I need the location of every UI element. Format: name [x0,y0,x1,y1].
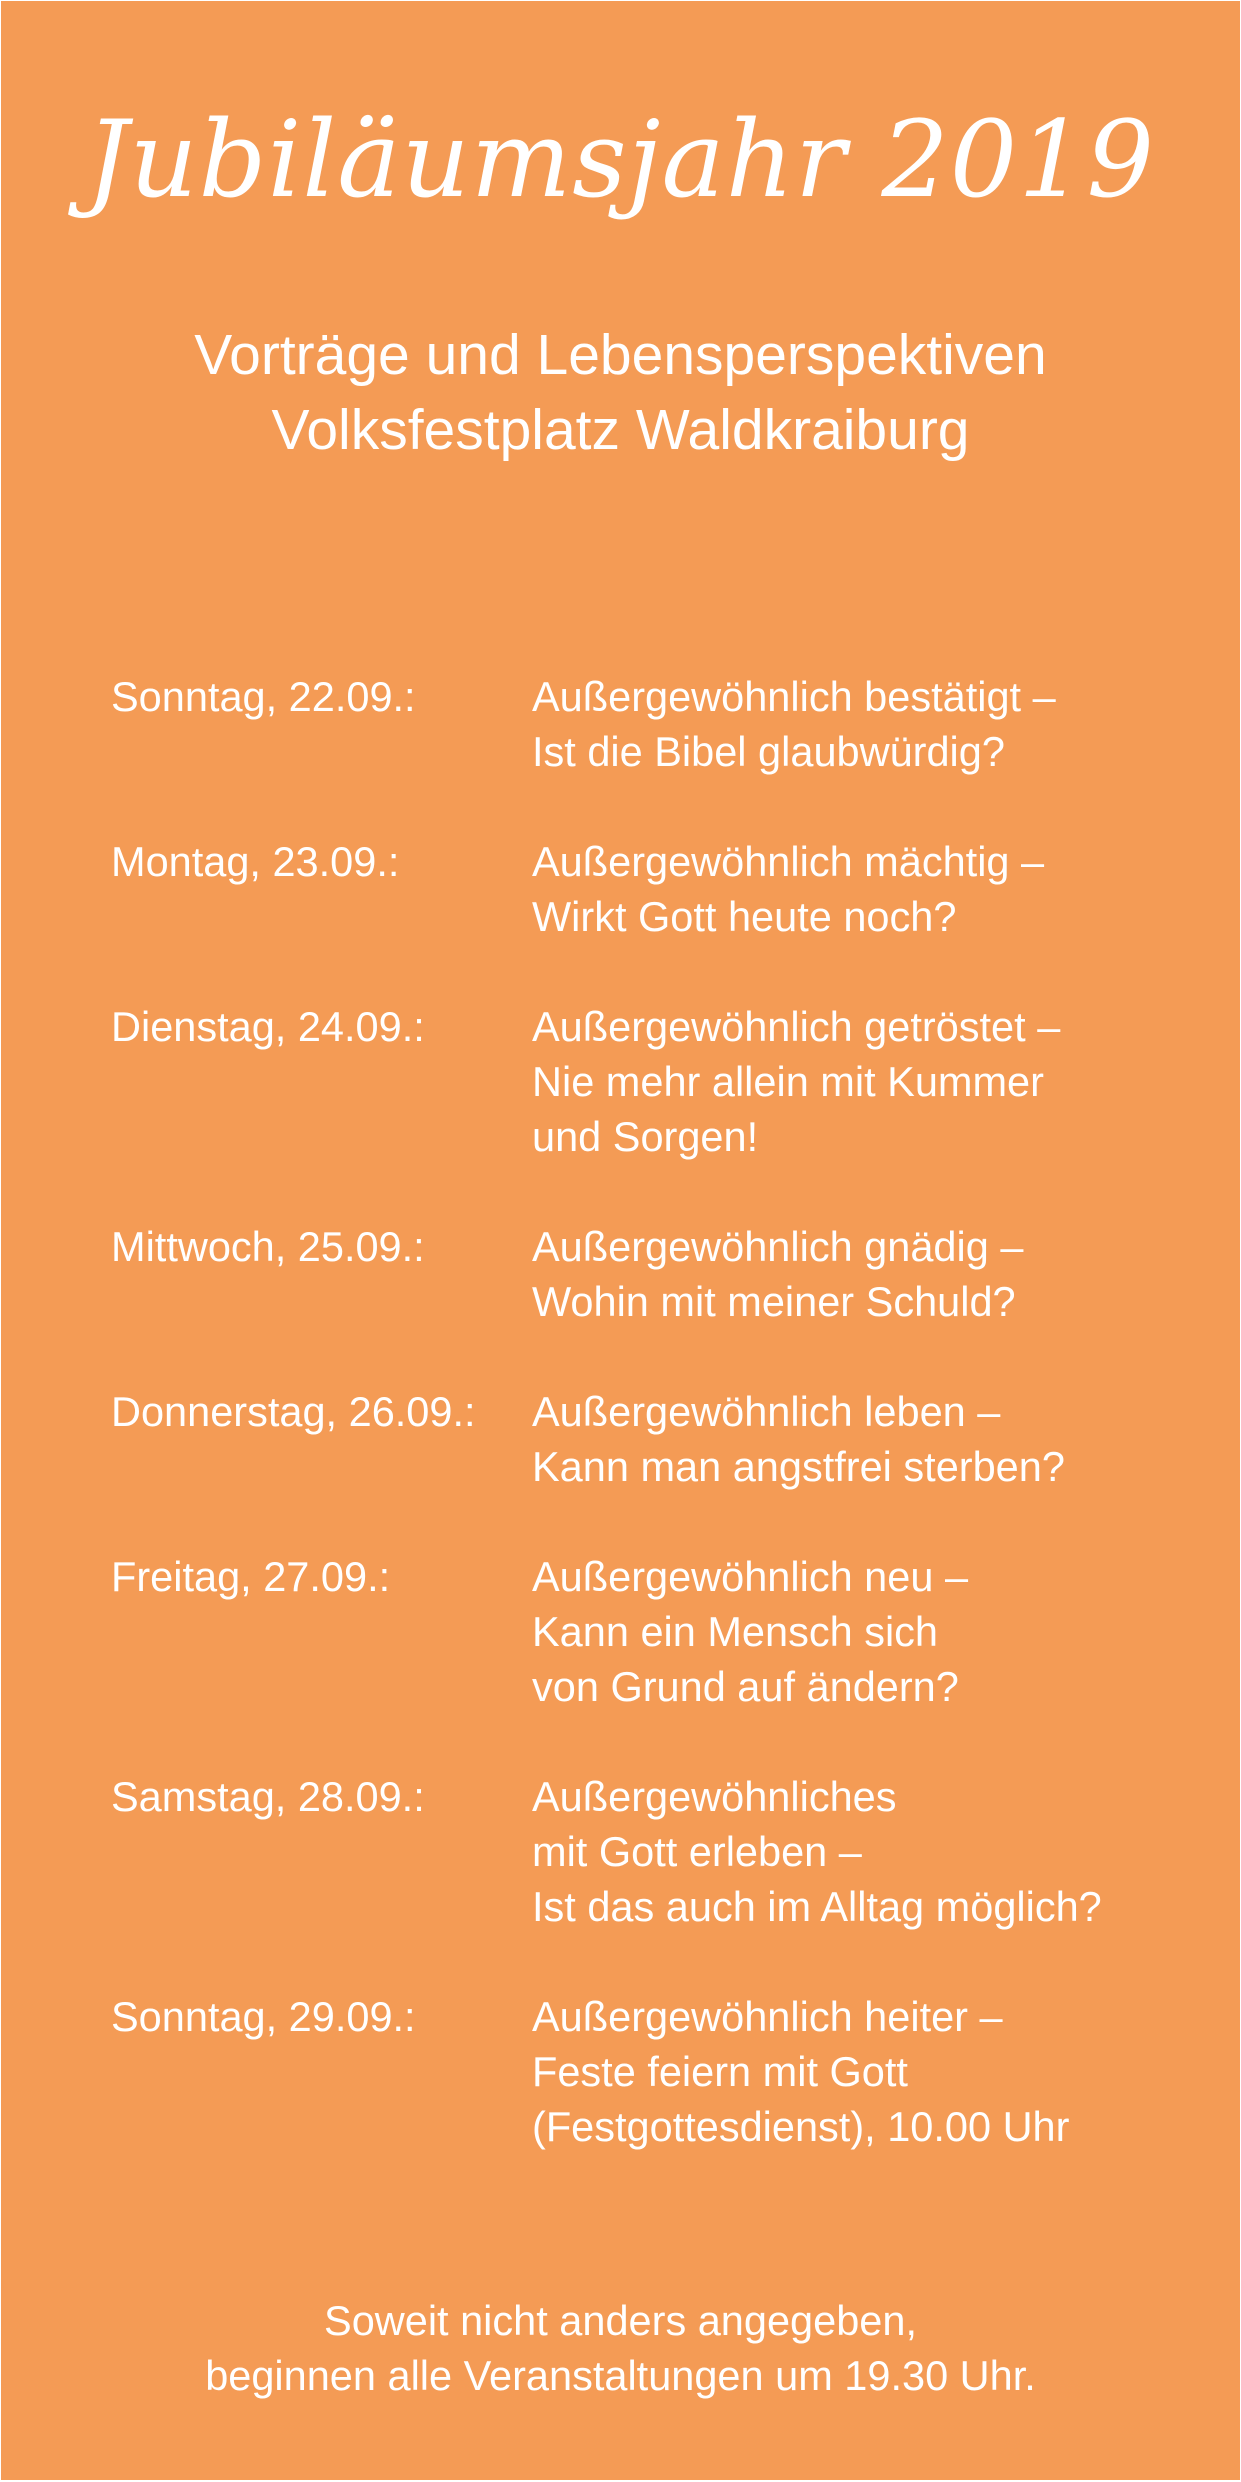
schedule-topic-line: und Sorgen! [532,1113,759,1160]
schedule-day: Dienstag, 24.09.: [111,1003,425,1050]
schedule-topic [532,1769,1191,1934]
subtitle-line-1: Vorträge und Lebensperspektiven [194,323,1047,387]
schedule-topic [532,834,1191,944]
script-title: Jubiläumsjahr 2019 [85,98,1156,221]
footer-line-2: beginnen alle Veranstaltungen um 19.30 Uhr. [205,2352,1036,2399]
schedule-day: Mittwoch, 25.09.: [111,1223,425,1270]
schedule-day: Freitag, 27.09.: [111,1553,391,1600]
schedule-topic-line: von Grund auf ändern? [532,1663,959,1710]
schedule-row [111,1769,1191,1934]
schedule-topic-line: Außergewöhnlich bestätigt – [532,673,1056,720]
schedule-topic-line: mit Gott erleben – [532,1828,862,1875]
schedule-topic-line: Außergewöhnlich mächtig – [532,838,1045,885]
schedule-topic [532,1549,1191,1714]
schedule-day: Montag, 23.09.: [111,838,400,885]
schedule-day: Samstag, 28.09.: [111,1773,425,1820]
schedule-day: Sonntag, 22.09.: [111,673,416,720]
schedule-topic-line: Außergewöhnlich leben – [532,1388,1001,1435]
schedule-topic [532,1219,1191,1329]
schedule-row [111,669,1191,779]
schedule-topic-line: Ist das auch im Alltag möglich? [532,1883,1102,1930]
schedule-topic-line: Feste feiern mit Gott [532,2048,908,2095]
schedule-topic-line: Außergewöhnlich neu – [532,1553,969,1600]
schedule-topic-line: Nie mehr allein mit Kummer [532,1058,1044,1105]
schedule-row [111,834,1191,944]
schedule-topic-line: Außergewöhnliches [532,1773,897,1820]
schedule-topic [532,669,1191,779]
schedule-day: Donnerstag, 26.09.: [111,1388,476,1435]
schedule-topic-line: Außergewöhnlich heiter – [532,1993,1003,2040]
schedule-topic-line: Wohin mit meiner Schuld? [532,1278,1016,1325]
schedule-day: Sonntag, 29.09.: [111,1993,416,2040]
schedule-topic [532,1989,1191,2154]
schedule-topic-line: (Festgottesdienst), 10.00 Uhr [532,2103,1070,2150]
schedule-topic [532,1384,1191,1494]
flyer-page [1,1,1240,2480]
subtitle-line-2: Volksfestplatz Waldkraiburg [271,398,970,462]
schedule-topic-line: Kann man angstfrei sterben? [532,1443,1065,1490]
event-schedule [111,669,1191,2209]
schedule-topic [532,999,1191,1164]
schedule-row [111,1989,1191,2154]
schedule-topic-line: Ist die Bibel glaubwürdig? [532,728,1005,775]
schedule-topic-line: Außergewöhnlich getröstet – [532,1003,1061,1050]
schedule-row [111,1384,1191,1494]
schedule-topic-line: Außergewöhnlich gnädig – [532,1223,1024,1270]
footer-line-1: Soweit nicht anders angegeben, [324,2297,917,2344]
schedule-row [111,1219,1191,1329]
schedule-topic-line: Kann ein Mensch sich [532,1608,939,1655]
schedule-row [111,999,1191,1164]
schedule-topic-line: Wirkt Gott heute noch? [532,893,957,940]
schedule-row [111,1549,1191,1714]
